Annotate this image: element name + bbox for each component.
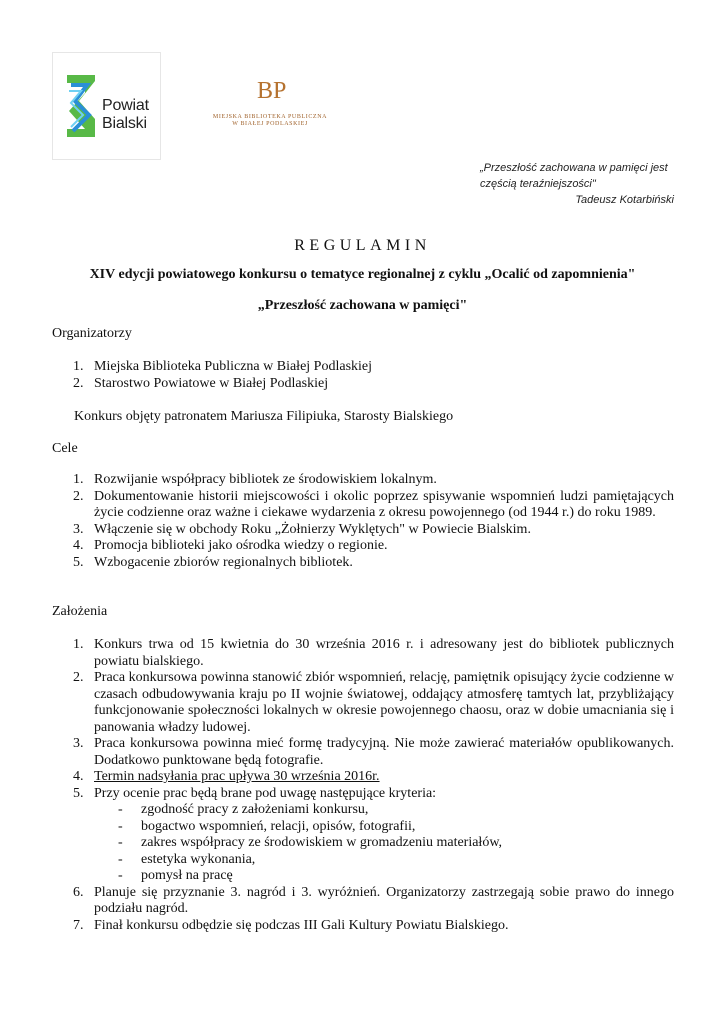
motto-quote	[480, 160, 674, 208]
criteria-item: - bogactwo wspomnień, relacji, opisów, fotografii,	[118, 818, 416, 834]
library-monogram-icon	[255, 74, 287, 110]
deadline-text: Termin nadsyłania prac upływa 30 września 2016r.	[94, 769, 380, 784]
competition-name: „Przeszłość zachowana w pamięci"	[257, 298, 468, 313]
svg-text:BP: BP	[257, 78, 287, 104]
library-logo-line2: W BIAŁEJ PODLASKIEJ	[232, 121, 308, 127]
list-item: 1. Konkurs trwa od 15 kwietnia do 30 września 2016 r. i adresowany jest do bibliotek publicznych powiatu bialskiego.	[73, 637, 674, 669]
list-item: 3. Praca konkursowa powinna mieć formę tradycyjną. Nie może zawierać materiałów opublikowanych. Dodatkowo punktowane będą fotografie.	[73, 736, 674, 768]
list-item: 2. Dokumentowanie historii miejscowości i okolic poprzez spisywanie wspomnień ludzi pamiętających życie codzienne oraz ważne i ciekawe wydarzenia z okresu powojennego (od 1944 r.) do roku 1989.	[73, 488, 674, 520]
criteria-item: - zgodność pracy z założeniami konkursu,	[118, 802, 369, 817]
library-logo-caption	[205, 114, 335, 128]
organizers-heading: Organizatorzy	[52, 326, 132, 341]
criteria-item: - estetyka wykonania,	[118, 851, 256, 867]
criteria-item: - zakres współpracy ze środowiskiem w gromadzeniu materiałów,	[118, 835, 503, 850]
assumptions-heading: Założenia	[52, 604, 108, 619]
list-item: 3. Włączenie się w obchody Roku „Żołnierzy Wyklętych" w Powiecie Bialskim.	[73, 521, 531, 537]
document-subtitle: XIV edycji powiatowego konkursu o tematyce regionalnej z cyklu „Ocalić od zapomnienia"	[89, 267, 636, 282]
quote-line2: częścią teraźniejszości"	[480, 178, 596, 190]
powiat-logo-line1: Powiat	[102, 97, 149, 114]
quote-author: Tadeusz Kotarbiński	[575, 194, 674, 206]
list-item: 1. Miejska Biblioteka Publiczna w Białej Podlaskiej	[73, 359, 373, 374]
list-item: 5. Przy ocenie prac będą brane pod uwagę następujące kryteria: - zgodność pracy z założeniami konkursu, - bogactwo wspomnień, relacji, opisów, fotografii, - zakres współpracy ze środowiskiem w gromadzeniu materiałów, - estetyka wykonania, - pomysł na pracę	[52, 786, 674, 885]
list-item: 4. Termin nadsyłania prac upływa 30 września 2016r.	[73, 769, 380, 784]
list-item: 4. Promocja biblioteki jako ośrodka wiedzy o regionie.	[73, 538, 388, 553]
criteria-list	[94, 802, 674, 885]
criteria-item: - pomysł na pracę	[118, 868, 233, 883]
powiat-logo-text	[102, 97, 149, 133]
list-item: 1. Rozwijanie współpracy bibliotek ze środowiskiem lokalnym.	[73, 472, 437, 487]
assumptions-list	[52, 637, 674, 934]
goals-heading: Cele	[52, 441, 78, 456]
powiat-bialski-emblem-icon	[65, 71, 101, 141]
quote-line1: „Przeszłość zachowana w pamięci jest	[480, 162, 668, 174]
list-item: 2. Praca konkursowa powinna stanowić zbiór wspomnień, relację, pamiętnik opisujący życie codzienne w czasach odbudowywania kraju po II wojnie światowej, oddający atmosferę tamtych lat, przybliżający funkcjonowanie społeczności lokalnych w okresie powojennego chaosu, oraz w dobie umacniania się i panowania władzy ludowej.	[73, 670, 674, 735]
list-item: 2. Starostwo Powiatowe w Białej Podlaskiej	[73, 375, 329, 391]
powiat-logo-line2: Bialski	[102, 115, 147, 132]
patronage-note: Konkurs objęty patronatem Mariusza Filipiuka, Starosty Bialskiego	[74, 409, 454, 424]
document-title: REGULAMIN	[294, 237, 431, 254]
library-logo	[205, 74, 335, 144]
library-logo-line1: MIEJSKA BIBLIOTEKA PUBLICZNA	[212, 114, 328, 120]
list-item: 7. Finał konkursu odbędzie się podczas III Gali Kultury Powiatu Bialskiego.	[73, 917, 509, 933]
organizers-list	[52, 359, 674, 392]
goals-list	[52, 472, 674, 571]
powiat-bialski-logo	[52, 52, 161, 160]
list-item: 5. Wzbogacenie zbiorów regionalnych bibliotek.	[73, 554, 353, 570]
list-item: 6. Planuje się przyznanie 3. nagród i 3. wyróżnień. Organizatorzy zastrzegają sobie prawo do innego podziału nagród.	[73, 884, 674, 916]
